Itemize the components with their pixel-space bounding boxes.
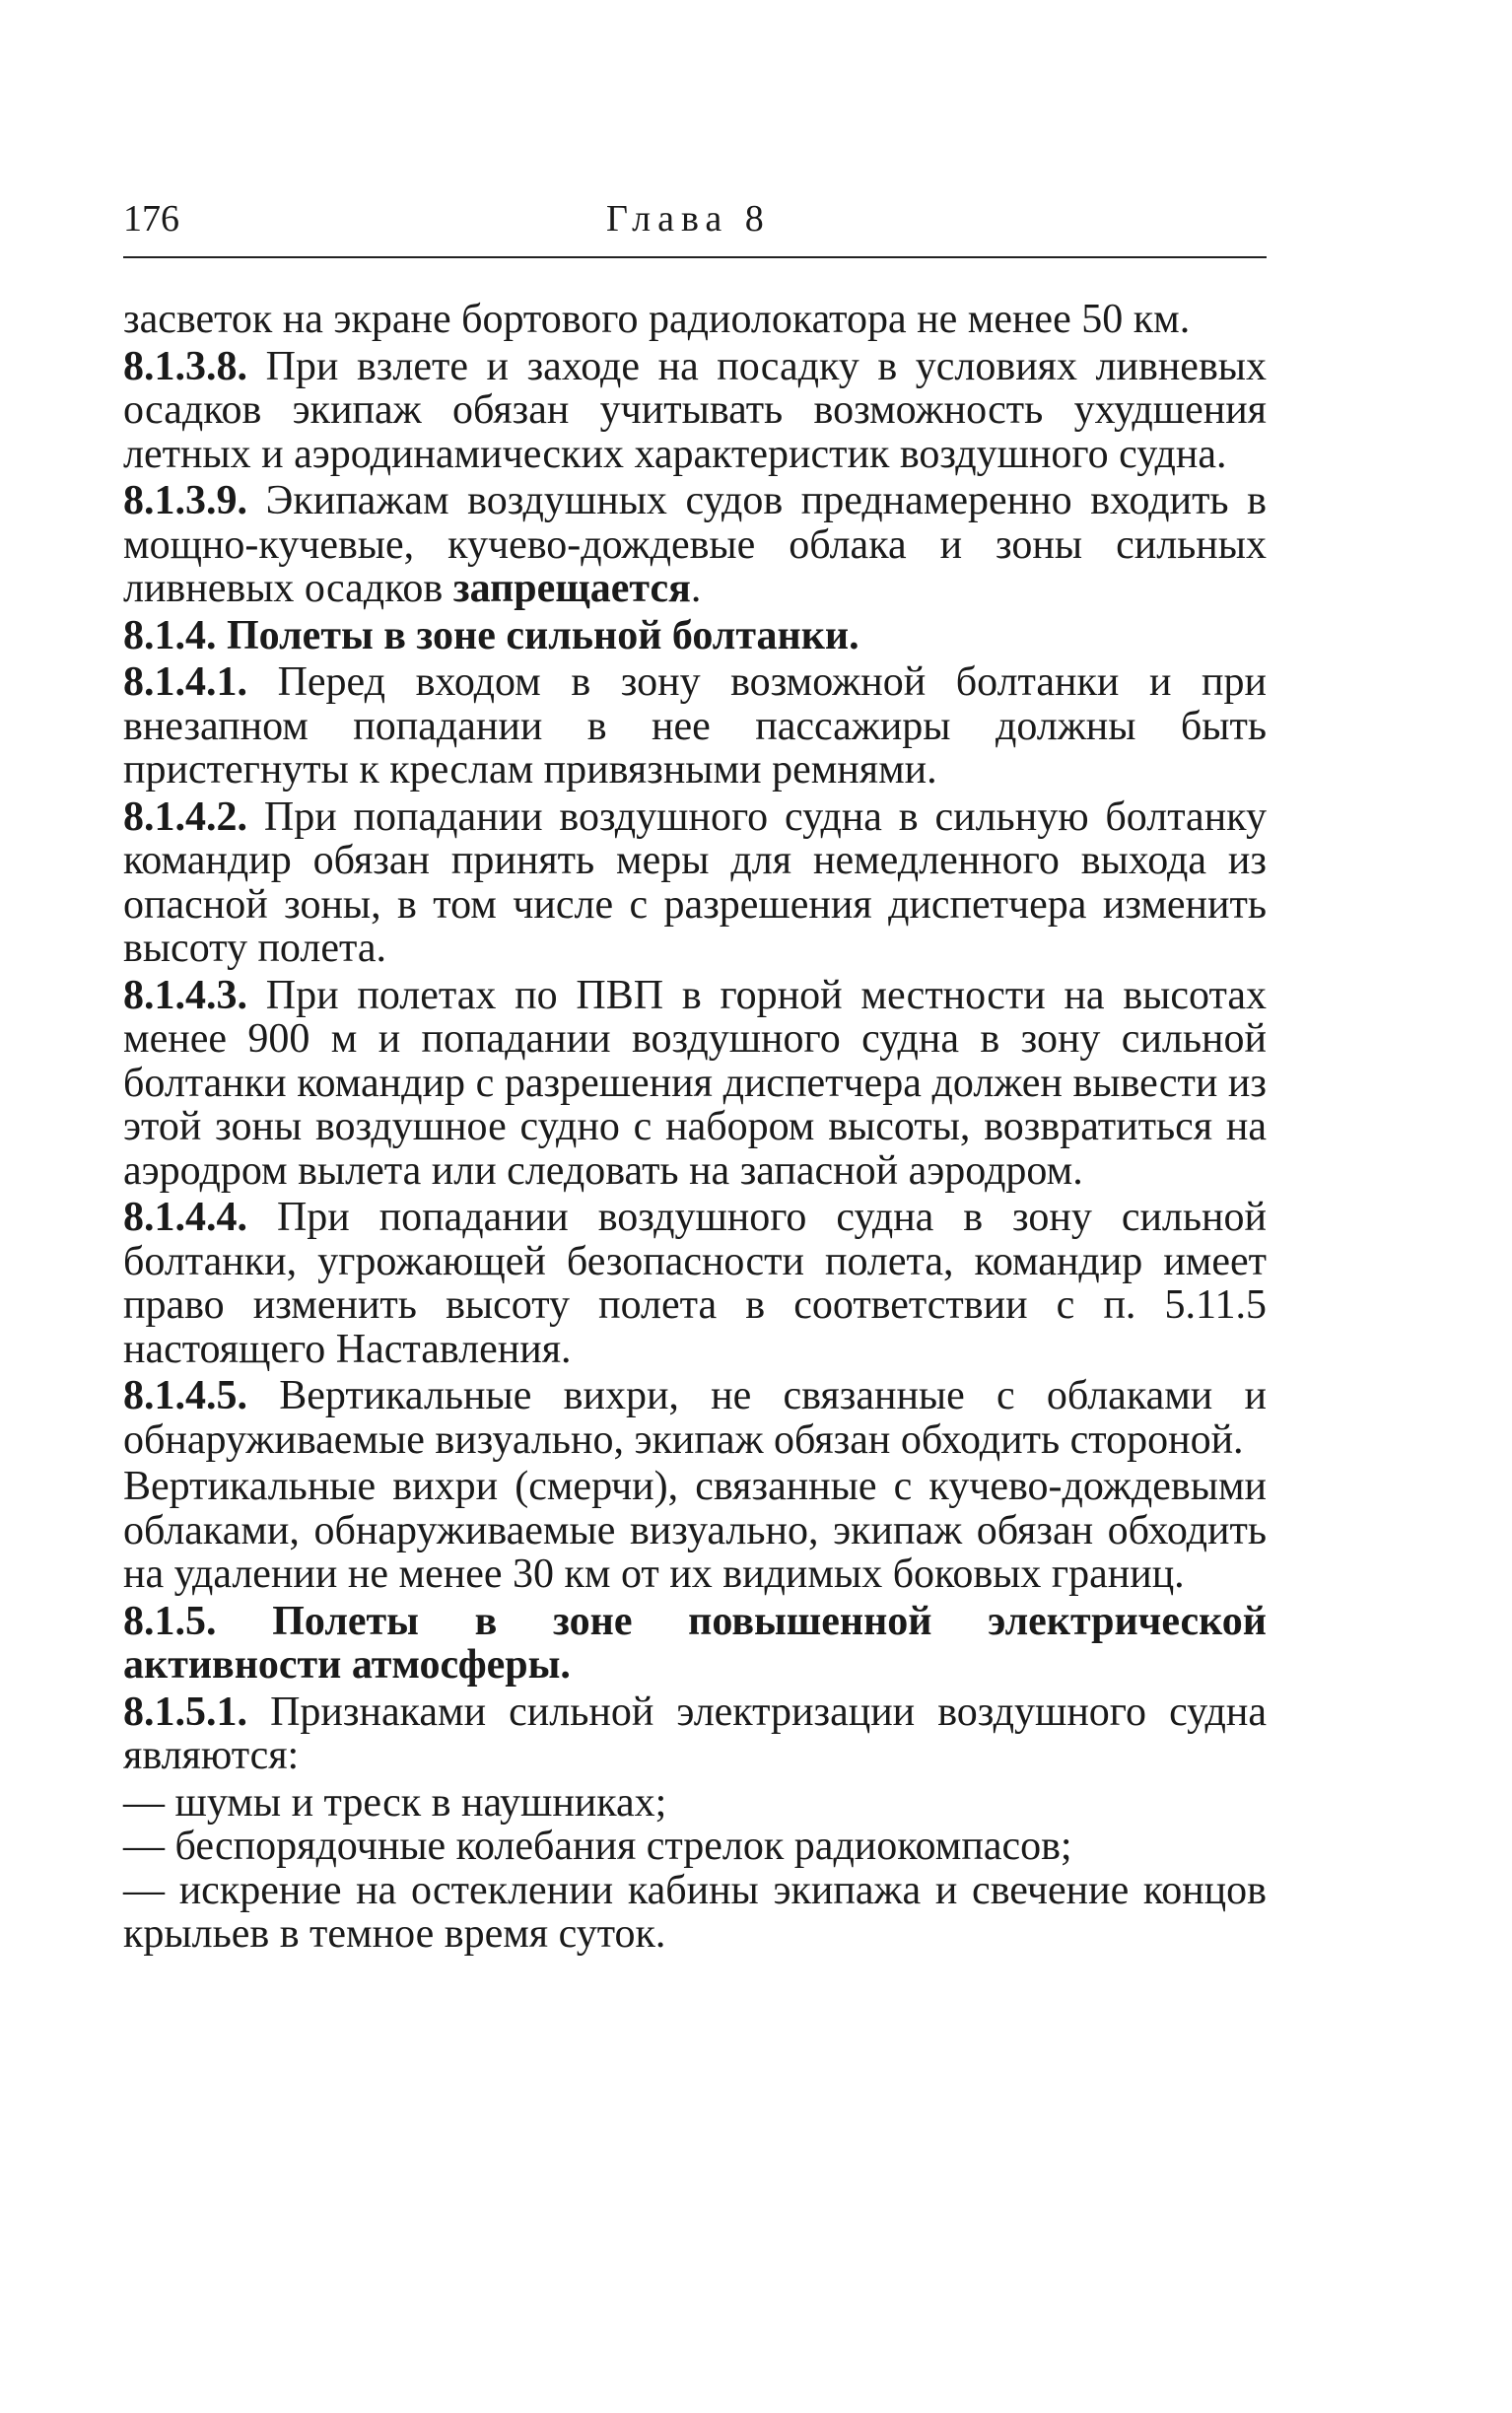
header-rule <box>123 256 1267 258</box>
section-heading-8-1-4 <box>123 614 1267 658</box>
book-page <box>123 197 1267 1957</box>
paragraph-8-1-4-2 <box>123 795 1267 971</box>
paragraph <box>123 1465 1267 1597</box>
paragraph-8-1-3-8 <box>123 345 1267 477</box>
clause-number: 8.1.4.2. <box>123 793 247 840</box>
heading-text: Полеты в зоне сильной болтанки. <box>227 612 859 658</box>
paragraph-text: Вертикальные вихри, не связанные с облаками и обнаруживаемые визуально, экипаж обязан обходить стороной. <box>123 1373 1267 1463</box>
paragraph-text: Перед входом в зону возможной болтанки и при внезапном попадании в нее пассажиры должны быть пристегнуты к креслам привязными ремнями. <box>123 659 1267 793</box>
page-header <box>123 197 1267 256</box>
paragraph <box>123 298 1267 342</box>
paragraph-8-1-4-3 <box>123 974 1267 1194</box>
paragraph-text: При полетах по ПВП в горной местности на высотах менее 900 м и попадании воздушного судна в зону сильной болтанки командир с разрешения диспетчера должен вывести из этой зоны воздушное судно с набором высоты, возвратиться на аэродром вылета или следовать на запасной аэродром. <box>123 972 1267 1194</box>
paragraph-text: При попадании воздушного судна в зону сильной болтанки, угрожающей безопасности полета, командир имеет право изменить высоту полета в соответствии с п. 5.11.5 настоящего Наставления. <box>123 1195 1267 1372</box>
heading-text: Полеты в зоне повышенной электрической активности атмосферы. <box>123 1598 1268 1688</box>
running-head: Глава 8 <box>606 198 771 240</box>
clause-number: 8.1.4.3. <box>123 972 247 1018</box>
paragraph-8-1-4-1 <box>123 660 1267 793</box>
paragraph-text: засветок на экране бортового радиолокатора не менее 50 км. <box>123 297 1191 342</box>
clause-number: 8.1.5. <box>123 1598 217 1644</box>
paragraph-8-1-4-4 <box>123 1196 1267 1371</box>
clause-number: 8.1.4. <box>123 612 217 658</box>
clause-number: 8.1.4.4. <box>123 1195 247 1240</box>
emphasis-prohibited: запрещается <box>452 566 691 611</box>
paragraph-text: Экипажам воздушных судов преднамеренно входить в мощно-кучевые, кучево-дождевые облака и зоны сильных ливневых осадков <box>123 478 1267 611</box>
page-body <box>123 298 1267 1957</box>
paragraph-8-1-5-1 <box>123 1690 1267 1778</box>
paragraph-text: Вертикальные вихри (смерчи), связанные с кучево-дождевыми облаками, обнаруживаемые визуально, экипаж обязан обходить на удалении не менее 30 км от их видимых боковых границ. <box>123 1464 1267 1597</box>
clause-number: 8.1.4.5. <box>123 1373 247 1418</box>
page-number: 176 <box>123 198 179 240</box>
paragraph-text: Признаками сильной электризации воздушного судна являются: <box>123 1689 1267 1778</box>
paragraph-8-1-3-9 <box>123 479 1267 611</box>
clause-number: 8.1.4.1. <box>123 659 247 705</box>
list-item: — беспорядочные колебания стрелок радиокомпасов; <box>123 1824 1072 1869</box>
list-item: — искрение на остеклении кабины экипажа и свечение концов крыльев в темное время суток. <box>123 1867 1267 1957</box>
clause-number: 8.1.3.9. <box>123 478 247 523</box>
clause-number: 8.1.3.8. <box>123 343 247 389</box>
clause-number: 8.1.5.1. <box>123 1689 247 1735</box>
list-item: — шумы и треск в наушниках; <box>123 1779 667 1826</box>
paragraph-text: При попадании воздушного судна в сильную болтанку командир обязан принять меры для немедленного выхода из опасной зоны, в том числе с разрешения диспетчера изменить высоту полета. <box>123 793 1267 971</box>
paragraph-text: При взлете и заходе на посадку в условиях ливневых осадков экипаж обязан учитывать возможность ухудшения летных и аэродинамических характеристик воздушного судна. <box>123 343 1267 477</box>
paragraph-8-1-4-5 <box>123 1374 1267 1462</box>
paragraph-tail: . <box>690 566 702 611</box>
section-heading-8-1-5 <box>123 1600 1267 1688</box>
